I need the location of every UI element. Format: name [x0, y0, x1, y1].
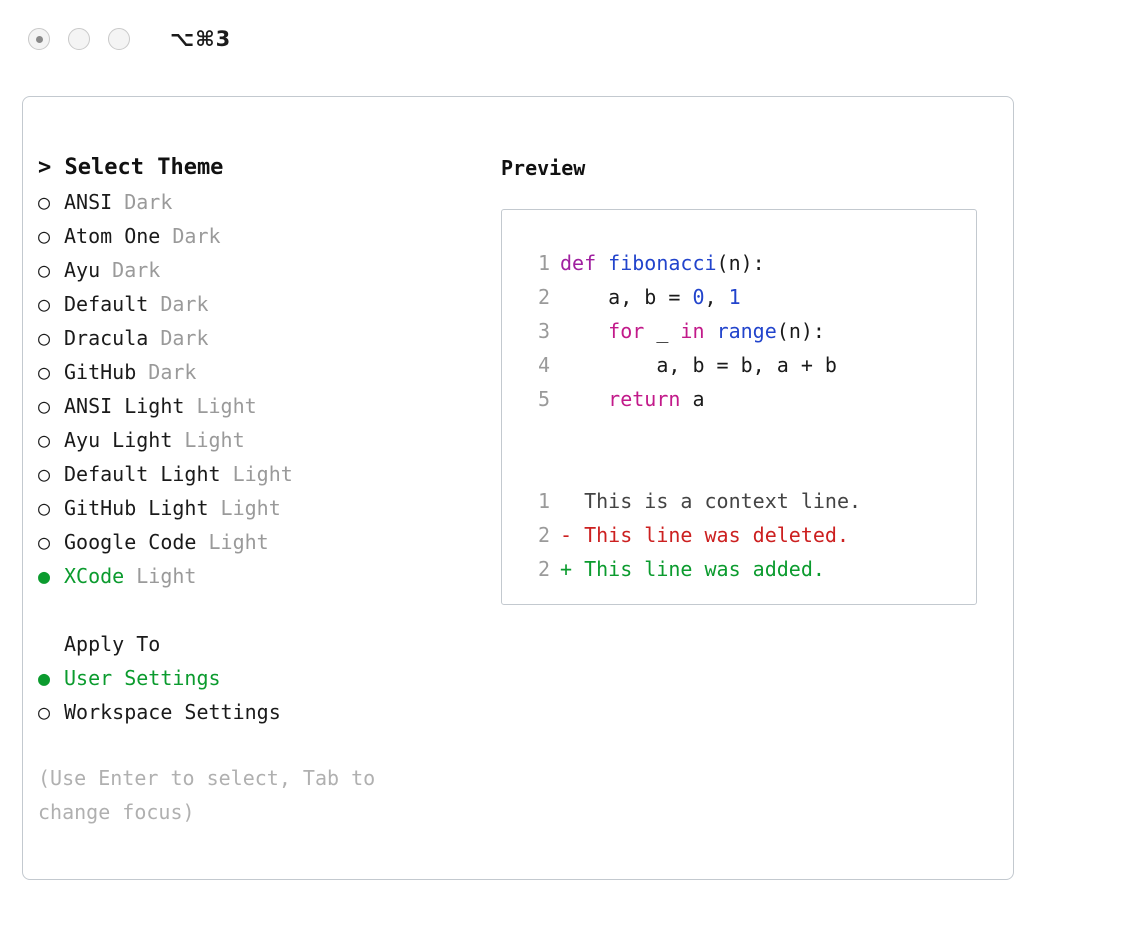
code-token: in — [680, 319, 705, 343]
code-token: , — [704, 285, 729, 309]
code-token: 0 — [692, 285, 705, 309]
code-token — [560, 319, 608, 343]
diff-text: This is a context line. — [572, 489, 862, 513]
radio-icon: ○ — [38, 190, 51, 214]
radio-icon: ○ — [38, 496, 51, 520]
code-token: a — [680, 387, 705, 411]
theme-variant-tag: Dark — [124, 190, 173, 214]
code-line — [522, 246, 976, 280]
theme-label: ANSI — [64, 190, 113, 214]
apply-option-label: User Settings — [64, 666, 221, 690]
radio-icon: ○ — [38, 700, 51, 724]
code-line — [522, 314, 976, 348]
diff-sign: - — [560, 523, 573, 547]
code-token — [560, 387, 608, 411]
diff-sign — [560, 489, 572, 513]
list-item-theme[interactable] — [38, 219, 478, 253]
close-icon[interactable] — [28, 28, 50, 50]
code-line — [522, 348, 976, 382]
radio-icon: ○ — [38, 530, 51, 554]
theme-variant-tag: Dark — [148, 360, 197, 384]
apply-option-label: Workspace Settings — [64, 700, 281, 724]
diff-line-deleted — [522, 518, 976, 552]
zoom-icon[interactable] — [108, 28, 130, 50]
theme-variant-tag: Light — [232, 462, 293, 486]
list-item-apply-user-settings[interactable] — [38, 661, 478, 695]
theme-label: Default — [64, 292, 149, 316]
radio-icon: ○ — [38, 326, 51, 350]
preview-column — [501, 151, 991, 605]
radio-icon-selected: ● — [38, 666, 51, 690]
theme-label: Dracula — [64, 326, 149, 350]
list-item-theme[interactable] — [38, 491, 478, 525]
diff-text: This line was deleted. — [572, 523, 849, 547]
theme-variant-tag: Dark — [112, 258, 161, 282]
preview-heading: Preview — [501, 156, 586, 180]
theme-picker-panel — [22, 96, 1014, 880]
apply-to-heading: Apply To — [64, 632, 161, 656]
theme-variant-tag: Dark — [160, 292, 209, 316]
code-token: return — [608, 387, 681, 411]
line-number: 1 — [537, 251, 550, 275]
line-number: 3 — [537, 319, 550, 343]
theme-label: Ayu — [64, 258, 101, 282]
theme-selector-column — [38, 151, 478, 829]
code-token — [705, 319, 717, 343]
code-token: fibonacci — [608, 251, 717, 275]
theme-label: Google Code — [64, 530, 197, 554]
select-theme-heading: > Select Theme — [38, 155, 224, 180]
theme-label: Atom One — [64, 224, 161, 248]
radio-icon-selected: ● — [38, 564, 51, 588]
theme-label: XCode — [64, 564, 125, 588]
theme-label: GitHub Light — [64, 496, 209, 520]
theme-variant-tag: Light — [220, 496, 281, 520]
radio-icon: ○ — [38, 428, 51, 452]
code-token: range — [716, 319, 777, 343]
list-item-theme[interactable] — [38, 287, 478, 321]
theme-variant-tag: Dark — [160, 326, 209, 350]
code-token: for — [608, 319, 645, 343]
code-line — [522, 280, 976, 314]
radio-icon: ○ — [38, 394, 51, 418]
keyboard-hint-text: (Use Enter to select, Tab to change focus) — [38, 766, 388, 824]
theme-label: GitHub — [64, 360, 137, 384]
preview-box — [501, 209, 977, 605]
line-number: 5 — [537, 387, 550, 411]
list-item-theme[interactable] — [38, 423, 478, 457]
radio-icon: ○ — [38, 258, 51, 282]
line-number: 2 — [537, 523, 550, 547]
line-number: 4 — [537, 353, 550, 377]
list-item-theme[interactable] — [38, 389, 478, 423]
list-item-theme[interactable] — [38, 253, 478, 287]
diff-sign: + — [560, 557, 573, 581]
theme-label: Ayu Light — [64, 428, 173, 452]
code-token: def — [560, 251, 609, 275]
theme-variant-tag: Dark — [172, 224, 221, 248]
radio-icon: ○ — [38, 462, 51, 486]
minimize-icon[interactable] — [68, 28, 90, 50]
list-item-theme[interactable] — [38, 321, 478, 355]
code-blank-line — [522, 416, 976, 450]
theme-variant-tag: Light — [136, 564, 197, 588]
code-token: a, b = — [560, 285, 693, 309]
line-number: 2 — [537, 557, 550, 581]
theme-label: Default Light — [64, 462, 221, 486]
radio-icon: ○ — [38, 292, 51, 316]
theme-variant-tag: Light — [184, 428, 245, 452]
code-token: (n): — [776, 319, 825, 343]
list-item-theme[interactable] — [38, 525, 478, 559]
list-item-theme-selected[interactable] — [38, 559, 478, 593]
diff-text: This line was added. — [572, 557, 825, 581]
title-bar — [0, 0, 1140, 78]
list-item-theme[interactable] — [38, 355, 478, 389]
code-token: (n): — [716, 251, 765, 275]
window-shortcut-label: ⌥⌘3 — [170, 27, 232, 51]
diff-line-context — [522, 484, 976, 518]
theme-variant-tag: Light — [208, 530, 269, 554]
code-token: a, b = b, a + b — [560, 353, 837, 377]
theme-variant-tag: Light — [196, 394, 257, 418]
diff-line-added — [522, 552, 976, 586]
code-line — [522, 382, 976, 416]
radio-icon: ○ — [38, 224, 51, 248]
list-item-apply-workspace-settings[interactable] — [38, 695, 478, 729]
code-token: _ — [644, 319, 681, 343]
code-token: 1 — [728, 285, 741, 309]
list-item-theme[interactable] — [38, 185, 478, 219]
radio-icon: ○ — [38, 360, 51, 384]
line-number: 2 — [537, 285, 550, 309]
code-blank-line — [522, 450, 976, 484]
list-item-theme[interactable] — [38, 457, 478, 491]
theme-label: ANSI Light — [64, 394, 185, 418]
line-number: 1 — [537, 489, 550, 513]
